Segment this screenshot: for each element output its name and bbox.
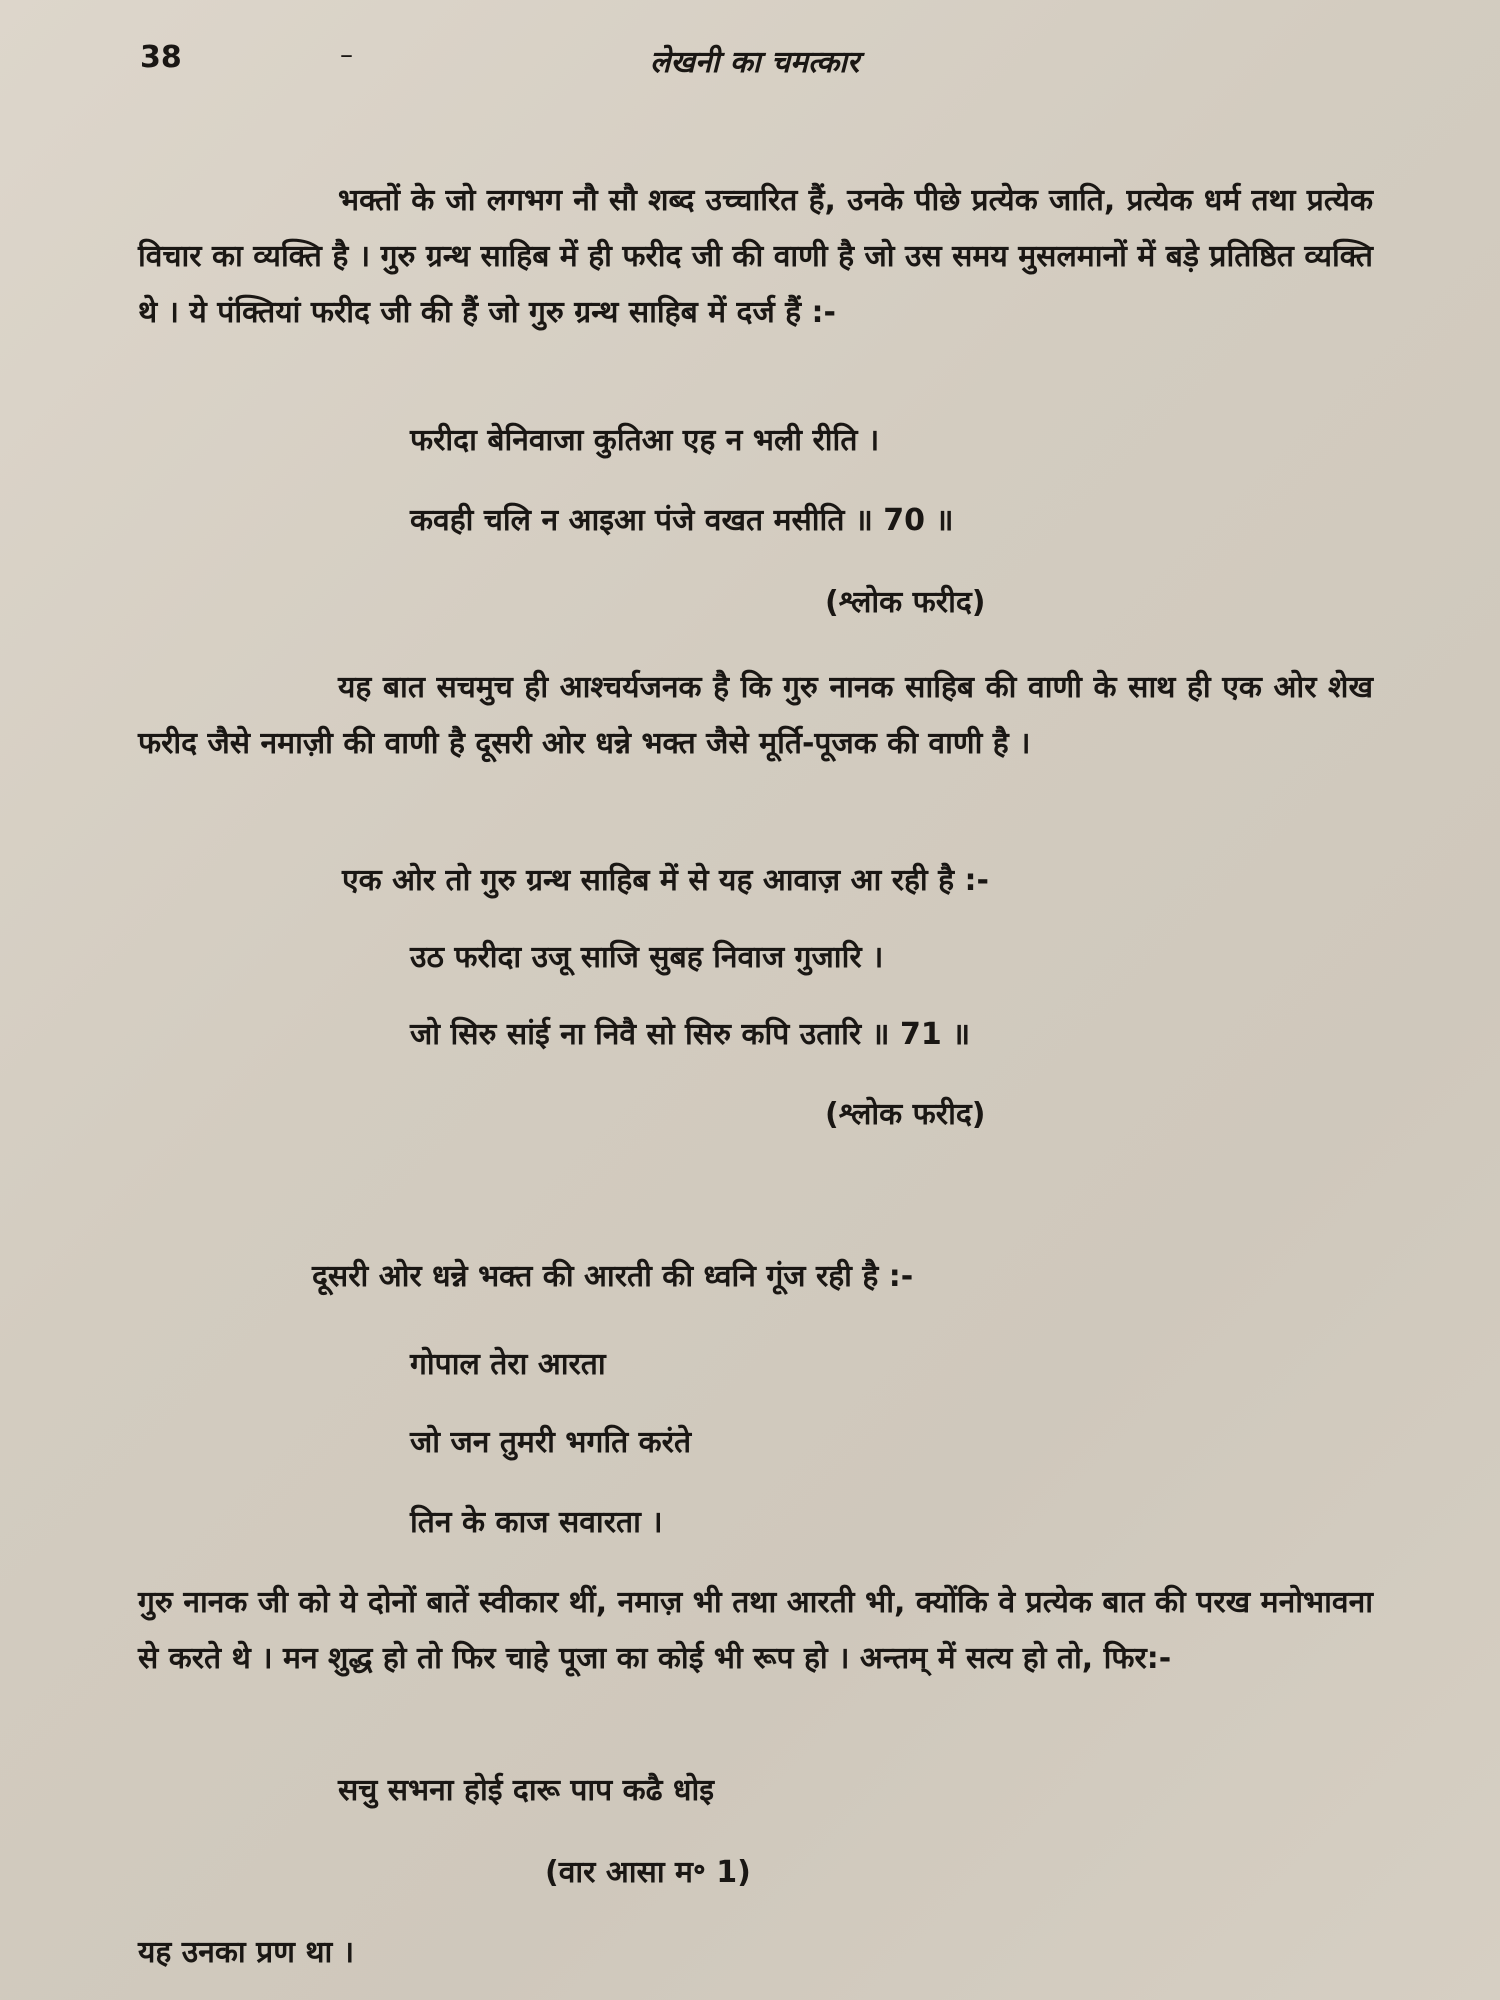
paragraph-3: एक ओर तो गुरु ग्रन्थ साहिब में से यह आवाज़ आ रही है :- (342, 863, 989, 898)
paragraph-4: दूसरी ओर धन्ने भक्त की आरती की ध्वनि गूंज रही है :- (312, 1259, 914, 1294)
paragraph-5: गुरु नानक जी को ये दोनों बातें स्वीकार थीं, नमाज़ भी तथा आरती भी, क्योंकि वे प्रत्येक बात की परख मनोभावना से करते थे । मन शुद्ध हो तो फिर चाहे पूजा का कोई भी रूप हो । अन्तम् में सत्य हो तो, फिर:- (138, 1585, 1373, 1676)
page-header (0, 40, 1500, 80)
verse2-line2: जो सिरु सांई ना निवै सो सिरु कपि उतारि ॥ 71 ॥ (410, 1017, 971, 1052)
verse1-line1: फरीदा बेनिवाजा कुतिआ एह न भली रीति । (410, 423, 880, 458)
verse3-line2: जो जन तुमरी भगति करंते (410, 1425, 692, 1460)
verse4-line1: सचु सभना होई दारू पाप कढै धोइ (338, 1773, 714, 1808)
paragraph-1: भक्तों के जो लगभग नौ सौ शब्द उच्चारित हैं, उनके पीछे प्रत्येक जाति, प्रत्येक धर्म तथा प्रत्येक विचार का व्यक्ति है । गुरु ग्रन्थ साहिब में ही फरीद जी की वाणी है जो उस समय मुसलमानों में बड़े प्रतिष्ठित व्यक्ति थे । ये पंक्तियां फरीद जी की हैं जो गुरु ग्रन्थ साहिब में दर्ज हैं :- (138, 183, 1373, 330)
paragraph-6: यह उनका प्रण था । (138, 1935, 355, 1970)
verse3-line1: गोपाल तेरा आरता (410, 1347, 606, 1382)
paragraph-2: यह बात सचमुच ही आश्चर्यजनक है कि गुरु नानक साहिब की वाणी के साथ ही एक ओर शेख फरीद जैसे नमाज़ी की वाणी है दूसरी ओर धन्ने भक्त जैसे मूर्ति-पूजक की वाणी है । (138, 670, 1373, 761)
verse1-source: (श्लोक फरीद) (825, 585, 986, 620)
verse4-source: (वार आसा म॰ 1) (545, 1855, 751, 1890)
verse2-source: (श्लोक फरीद) (825, 1097, 986, 1132)
verse2-line1: उठ फरीदा उजू साजि सुबह निवाज गुजारि । (410, 940, 884, 975)
verse3-line3: तिन के काज सवारता । (410, 1505, 663, 1540)
header-dash: – (340, 40, 353, 70)
page-number: 38 (140, 40, 182, 75)
running-head: लेखनी का चमत्कार (650, 45, 860, 80)
verse1-line2: कवही चलि न आइआ पंजे वखत मसीति ॥ 70 ॥ (410, 503, 954, 538)
